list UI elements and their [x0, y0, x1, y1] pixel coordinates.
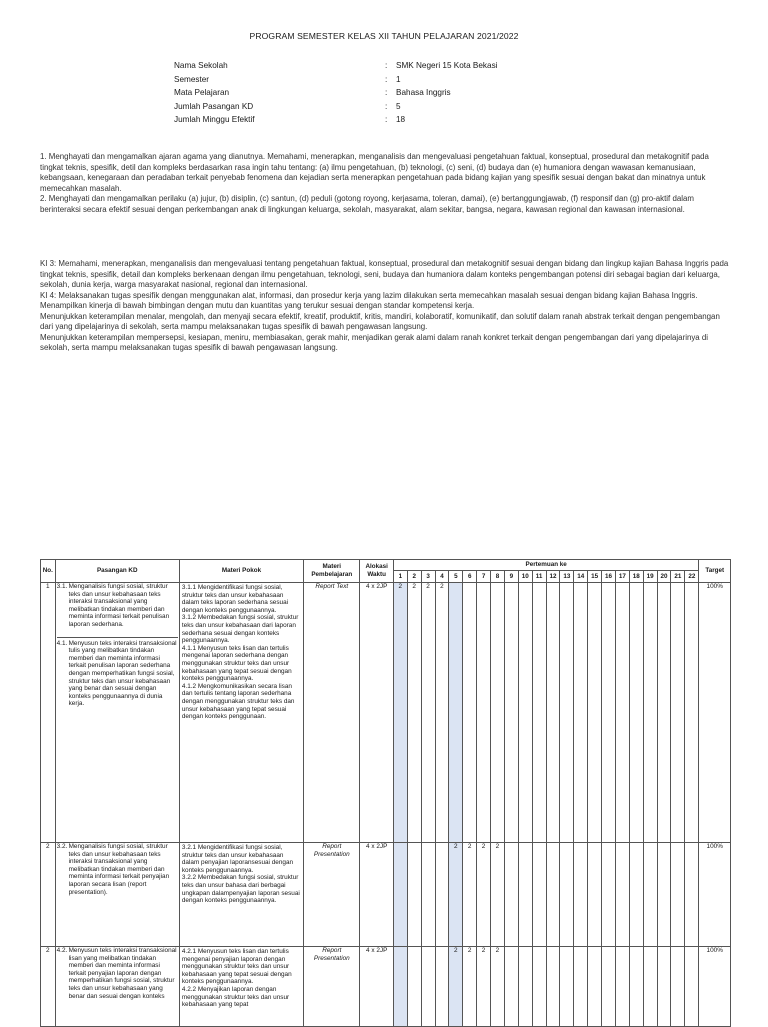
target-cell: 100% [699, 583, 731, 843]
week-number: 20 [657, 571, 671, 583]
week-value-cell [588, 583, 602, 843]
info-row [174, 86, 497, 100]
kd-text: Menganalisis fungsi sosial, struktur teks dan unsur kebahasaan teks interaksi transaksional yang melibatkan tindakan memberi dan meminta informasi terkait penyajian laporan secara lisan (report presentation). [68, 843, 170, 896]
materi-pembelajaran-cell: Report Presentation [304, 947, 360, 1027]
week-value-cell [615, 583, 629, 843]
info-row [174, 73, 497, 87]
week-value-cell [393, 947, 407, 1027]
week-value-cell: 2 [449, 843, 463, 947]
week-value-cell: 2 [421, 583, 435, 843]
week-value-cell [546, 843, 560, 947]
week-number: 14 [574, 571, 588, 583]
week-number: 17 [615, 571, 629, 583]
ki-paragraph: KI 3: Memahami, menerapkan, menganalisis dan mengevaluasi tentang pengetahuan faktual, konseptual, prosedural dan metakognitif sesuai dengan bidang dan lingkup kajian Bahasa Inggris pada tingkat teknis, spesifik, detail dan kompleks berkenaan dengan ilmu pengetahuan, teknologi, seni, budaya dan humaniora dalam konteks pengembangan potensi diri sebagai bagian dari keluarga, sekolah, dunia kerja, warga masyarakat nasional, regional dan internasional. [40, 259, 729, 289]
week-value-cell [449, 583, 463, 843]
table-row [41, 843, 731, 947]
week-value-cell [532, 947, 546, 1027]
header-row [41, 560, 731, 571]
week-value-cell [671, 947, 685, 1027]
header-no: No. [41, 560, 56, 583]
week-value-cell [657, 843, 671, 947]
school-info [174, 59, 497, 127]
pasangan-kd-cell [55, 843, 179, 947]
header-pertemuan: Pertemuan ke [393, 560, 699, 571]
week-value-cell: 2 [463, 843, 477, 947]
kd-number: 3.1. [56, 583, 68, 590]
kd-number: 4.2. [56, 947, 68, 954]
ki-paragraph: 1. Menghayati dan mengamalkan ajaran agama yang dianutnya. Memahami, menerapkan, menganalisis dan mengevaluasi pengetahuan faktual, konseptual, prosedural dan metakognitif pada tingkat teknis, spesifik, detil dan kompleks berdasarkan rasa ingin tahu tentang: (a) ilmu pengetahuan, (b) teknologi, (c) seni, (d) budaya dan (e) humaniora dengan wawasan kemanusiaan, kebangsaan, kenegaraan dan peradaban terkait penyebab fenomena dan kejadian serta menerapkan pengetahuan pada bidang kajian yang spesifik sesuai dengan bakat dan minatnya untuk memecahkan masalah. [40, 152, 709, 193]
kd-number: 3.2. [56, 843, 68, 850]
week-value-cell [657, 583, 671, 843]
week-value-cell: 2 [435, 583, 449, 843]
ki-paragraph: KI 4: Melaksanakan tugas spesifik dengan menggunakan alat, informasi, dan prosedur kerja yang lazim dilakukan serta memecahkan masalah sesuai dengan bidang kajian Bahasa Inggris. [40, 290, 698, 300]
week-value-cell [615, 843, 629, 947]
header-materi-pokok: Materi Pokok [179, 560, 303, 583]
week-value-cell [671, 843, 685, 947]
week-value-cell [629, 583, 643, 843]
info-value: 18 [396, 115, 406, 124]
document-title: PROGRAM SEMESTER KELAS XII TAHUN PELAJARAN 2021/2022 [249, 31, 519, 41]
week-number: 10 [518, 571, 532, 583]
week-number: 11 [532, 571, 546, 583]
week-number: 19 [643, 571, 657, 583]
week-value-cell [407, 947, 421, 1027]
row-number: 2 [41, 947, 56, 1027]
week-value-cell [546, 947, 560, 1027]
week-value-cell [532, 583, 546, 843]
week-value-cell [546, 583, 560, 843]
week-value-cell [602, 843, 616, 947]
info-colon: : [385, 61, 388, 70]
week-number: 6 [463, 571, 477, 583]
row-number: 1 [41, 583, 56, 843]
info-colon: : [385, 74, 388, 84]
info-label: Semester [174, 74, 210, 84]
ki-paragraph: Menunjukkan keterampilan menalar, mengolah, dan menyaji secara efektif, kreatif, produktif, kritis, mandiri, kolaboratif, komunikatif, dan solutif dalam ranah abstrak terkait dengan pengembangan dari yang dipelajarinya di sekolah, serta mampu melaksanakan tugas spesifik di bawah pengawasan langsung. [40, 311, 720, 331]
materi-pokok-line: 4.1.1 Menyusun teks lisan dan tertulis mengenai laporan sederhana dengan menggunakan struktur teks dan unsur kebahasaan yang tepat sesuai dengan konteks penggunaannya. [181, 644, 292, 683]
week-value-cell [491, 583, 505, 843]
week-number: 4 [435, 571, 449, 583]
materi-pembelajaran-cell: Report Presentation [304, 843, 360, 947]
week-value-cell [629, 947, 643, 1027]
week-value-cell [477, 583, 491, 843]
week-value-cell [518, 843, 532, 947]
week-value-cell [421, 843, 435, 947]
kd-text: Menyusun teks interaksi transaksional tulis yang melibatkan tindakan memberi dan meminta informasi terkait penulisan laporan sederhana dengan memperhatikan fungsi sosial, struktur teks dan unsur kebahasaan yang benar dan sesuai dengan konteks penggunaannya di dunia kerja. [68, 639, 177, 708]
week-value-cell [615, 947, 629, 1027]
program-semester-table [40, 559, 731, 1027]
kd-item [57, 947, 178, 1000]
week-number: 5 [449, 571, 463, 583]
materi-pokok-cell [179, 583, 303, 843]
info-label: Jumlah Pasangan KD [174, 101, 254, 111]
week-value-cell [602, 583, 616, 843]
week-value-cell [602, 947, 616, 1027]
week-value-cell: 2 [491, 947, 505, 1027]
week-value-cell [560, 947, 574, 1027]
target-cell: 100% [699, 843, 731, 947]
info-colon: : [385, 115, 388, 124]
info-row [174, 59, 497, 73]
week-number: 1 [393, 571, 407, 583]
week-number: 22 [685, 571, 699, 583]
week-value-cell [504, 583, 518, 843]
materi-pokok-line: 4.1.2 Mengkomunikasikan secara lisan dan tertulis tentang laporan sederhana dengan menggunakan struktur teks dan unsur kebahasaan yang tepat sesuai dengan konteks penggunaan. [181, 682, 295, 721]
info-value: 5 [396, 101, 401, 111]
info-value: Bahasa Inggris [396, 88, 451, 97]
table-row [41, 583, 731, 843]
materi-pokok-line: 4.2.1 Menyusun teks lisan dan tertulis mengenai penyajian laporan dengan menggunakan struktur teks dan unsur kebahasaan yang tepat sesuai dengan konteks penggunaannya. [181, 948, 292, 986]
header-alokasi-waktu: Alokasi Waktu [360, 560, 393, 583]
info-colon: : [385, 101, 388, 111]
kd-text: Menganalisis fungsi sosial, struktur teks dan unsur kebahasaan teks interaksi transaksional yang melibatkan tindakan memberi dan meminta informasi terkait penulisan laporan sederhana. [68, 583, 170, 628]
week-value-cell [407, 843, 421, 947]
week-value-cell: 2 [407, 583, 421, 843]
week-value-cell [560, 583, 574, 843]
info-value: SMK Negeri 15 Kota Bekasi [396, 61, 498, 70]
info-colon: : [385, 88, 388, 97]
materi-pokok-line: 3.2.2 Membedakan fungsi sosial, struktur teks dan unsur bahasa dari berbagai ungkapan dalampenyajian laporan sesuai dengan konteks penggunaannya. [181, 874, 300, 905]
week-value-cell [435, 843, 449, 947]
header-kd: Pasangan KD [55, 560, 179, 583]
week-number: 9 [504, 571, 518, 583]
week-value-cell [560, 843, 574, 947]
week-number: 12 [546, 571, 560, 583]
week-value-cell [643, 947, 657, 1027]
week-value-cell [532, 843, 546, 947]
week-value-cell [685, 843, 699, 947]
week-value-cell [421, 947, 435, 1027]
materi-pokok-line: 3.1.2 Membedakan fungsi sosial, struktur teks dan unsur kebahasaan dari laporan sederhana sesuai dengan konteks penggunaannya. [181, 614, 299, 645]
ki-paragraph: 2. Menghayati dan mengamalkan perilaku (a) jujur, (b) disiplin, (c) santun, (d) peduli (gotong royong, kerjasama, toleran, damai), (e) bertanggungjawab, (f) responsif dan (g) pro-aktif dalam berinteraksi secara efektif sesuai dengan perkembangan anak di lingkungan keluarga, sekolah, masyarakat, alam sekitar, bangsa, negara, kawasan regional dan kawasan internasional. [40, 194, 694, 214]
week-value-cell [574, 843, 588, 947]
week-value-cell: 2 [491, 843, 505, 947]
ki-paragraph: Menampilkan kinerja di bawah bimbingan dengan mutu dan kuantitas yang terukur sesuai dengan standar kompetensi kerja. [40, 301, 475, 310]
pasangan-kd-cell [55, 583, 179, 843]
week-number: 13 [560, 571, 574, 583]
materi-pokok-line: 3.1.1 Mengidentifikasi fungsi sosial, struktur teks dan unsur kebahasaan dalam teks laporan sederhana sesuai dengan konteks penggunaannya. [181, 584, 289, 614]
materi-pembelajaran-cell: Report Text [304, 583, 360, 843]
week-number: 8 [491, 571, 505, 583]
alokasi-waktu-cell: 4 x 2JP [360, 947, 393, 1027]
info-row [174, 100, 497, 114]
week-value-cell [435, 947, 449, 1027]
week-value-cell [685, 583, 699, 843]
info-label: Mata Pelajaran [174, 88, 230, 97]
header-materi-pembelajaran: Materi Pembelajaran [304, 560, 360, 583]
week-number: 15 [588, 571, 602, 583]
week-number: 16 [602, 571, 616, 583]
materi-pokok-cell [179, 843, 303, 947]
week-number: 18 [629, 571, 643, 583]
kd-text: Menyusun teks interaksi transaksional lisan yang melibatkan tindakan memberi dan meminta informasi terkait penyajian laporan dengan memperhatikan fungsi sosial, struktur teks dan unsur kebahasaan yang benar dan sesuai dengan konteks [68, 947, 177, 1000]
kd-number: 4.1. [56, 639, 68, 647]
week-value-cell [574, 947, 588, 1027]
week-value-cell [518, 947, 532, 1027]
week-value-cell [504, 947, 518, 1027]
week-value-cell: 2 [477, 843, 491, 947]
info-label: Jumlah Minggu Efektif [174, 115, 255, 124]
row-number: 2 [41, 843, 56, 947]
alokasi-waktu-cell: 4 x 2JP [360, 843, 393, 947]
week-number: 3 [421, 571, 435, 583]
week-value-cell [657, 947, 671, 1027]
info-label: Nama Sekolah [174, 61, 228, 70]
materi-pokok-cell [179, 947, 303, 1027]
ki-paragraph: Menunjukkan keterampilan mempersepsi, kesiapan, meniru, membiasakan, gerak mahir, menjadikan gerak alami dalam ranah konkret terkait dengan pengembangan dari yang dipelajarinya di sekolah, serta mampu melaksanakan tugas spesifik di bawah pengawasan langsung. [40, 332, 709, 352]
week-number: 7 [477, 571, 491, 583]
alokasi-waktu-cell: 4 x 2JP [360, 583, 393, 843]
week-value-cell: 2 [477, 947, 491, 1027]
week-value-cell [574, 583, 588, 843]
pasangan-kd-cell [55, 947, 179, 1027]
materi-pokok-line: 3.2.1 Mengidentifikasi fungsi sosial, struktur teks dan unsur kebahasaan dalam penyajian laporansesuai dengan konteks penggunaannya. [181, 844, 294, 874]
week-value-cell: 2 [463, 947, 477, 1027]
week-value-cell [518, 583, 532, 843]
week-value-cell [463, 583, 477, 843]
kd-item [57, 843, 178, 896]
week-value-cell [643, 843, 657, 947]
info-row [174, 113, 497, 127]
week-number: 2 [407, 571, 421, 583]
ki-block-2 [40, 259, 730, 354]
week-value-cell: 2 [449, 947, 463, 1027]
week-number: 21 [671, 571, 685, 583]
kd-item [57, 637, 178, 708]
info-value: 1 [396, 74, 401, 84]
week-value-cell: 2 [393, 583, 407, 843]
table-row [41, 947, 731, 1027]
week-value-cell [671, 583, 685, 843]
week-value-cell [685, 947, 699, 1027]
week-value-cell [588, 947, 602, 1027]
ki-block-1 [40, 152, 730, 215]
target-cell: 100% [699, 947, 731, 1027]
week-value-cell [643, 583, 657, 843]
week-value-cell [504, 843, 518, 947]
header-target: Target [699, 560, 731, 583]
kd-item [57, 583, 178, 629]
week-value-cell [393, 843, 407, 947]
week-value-cell [588, 843, 602, 947]
materi-pokok-line: 4.2.2 Menyajikan laporan dengan menggunakan struktur teks dan unsur kebahasaan yang tepat [181, 985, 290, 1009]
week-value-cell [629, 843, 643, 947]
